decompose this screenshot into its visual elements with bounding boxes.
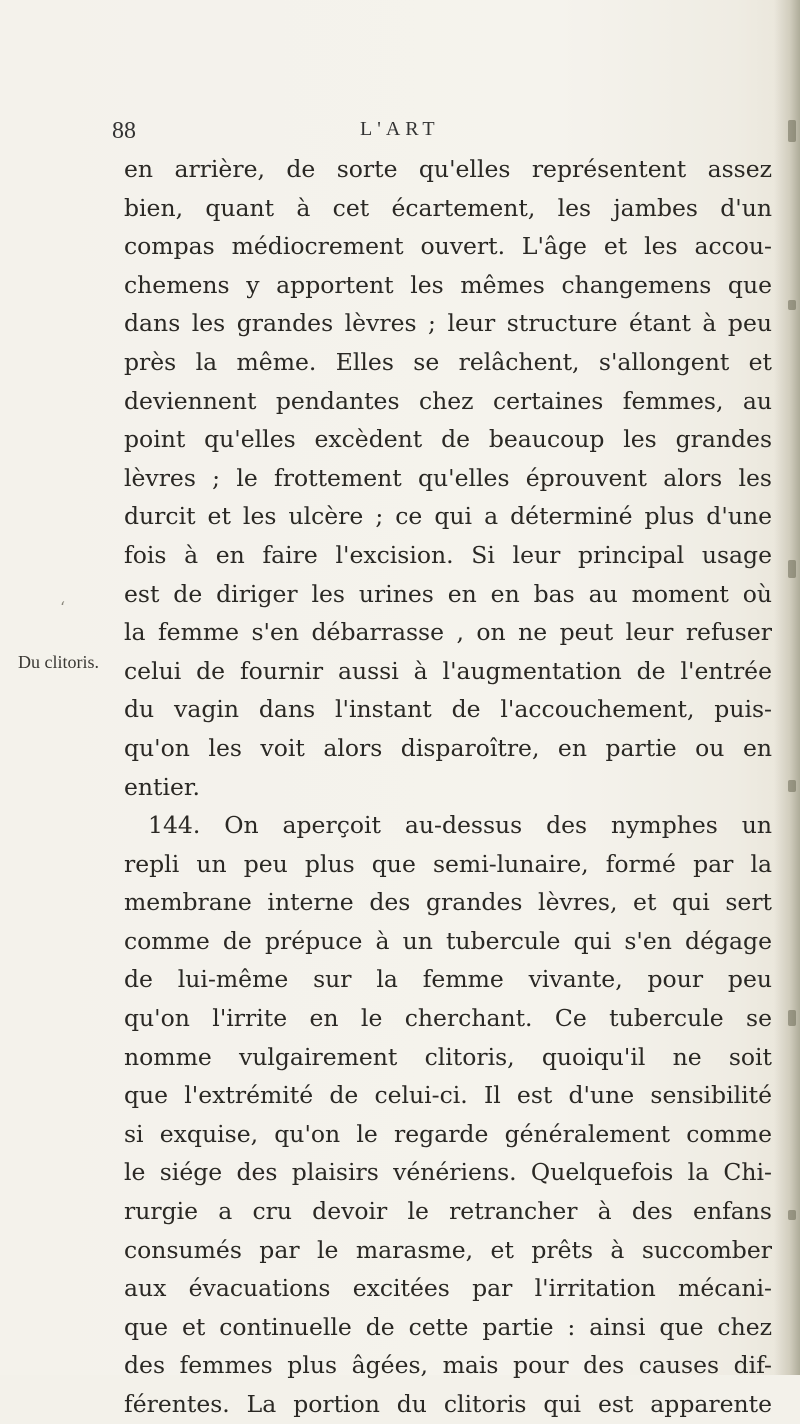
margin-note: Du clitoris. <box>18 652 99 672</box>
text-line: des femmes plus âgées, mais pour des causes dif- <box>124 1351 772 1380</box>
text-line: 144. On aperçoit au-dessus des nymphes un <box>148 811 772 840</box>
edge-stain <box>788 780 796 792</box>
text-line: bien, quant à cet écartement, les jambes d'un <box>124 193 772 222</box>
text-line: comme de prépuce à un tubercule qui s'en dégage <box>124 926 772 955</box>
text-line: est de diriger les urines en en bas au moment où <box>124 579 772 608</box>
body-text <box>124 150 772 1424</box>
edge-stain <box>788 1010 796 1026</box>
text-line: qu'on l'irrite en le cherchant. Ce tubercule se <box>124 1004 772 1033</box>
text-line: qu'on les voit alors disparoître, en partie ou en <box>124 733 772 762</box>
text-line: lèvres ; le frottement qu'elles éprouvent alors les <box>124 463 772 492</box>
text-line: repli un peu plus que semi-lunaire, formé par la <box>124 849 772 878</box>
text-line: consumés par le marasme, et prêts à succomber <box>124 1235 772 1264</box>
page-edge-shadow <box>774 0 800 1375</box>
text-line: rurgie a cru devoir le retrancher à des enfans <box>124 1197 772 1226</box>
text-line: près la même. Elles se relâchent, s'allongent et <box>124 347 772 376</box>
text-line: chemens y apportent les mêmes changemens que <box>124 270 772 299</box>
text-line: le siége des plaisirs vénériens. Quelquefois la Chi- <box>124 1158 772 1187</box>
text-line: de lui-même sur la femme vivante, pour peu <box>124 965 772 994</box>
page-number: 88 <box>112 118 136 144</box>
text-line: nomme vulgairement clitoris, quoiqu'il ne soit <box>124 1042 772 1071</box>
text-line: celui de fournir aussi à l'augmentation de l'entrée <box>124 656 772 685</box>
text-line: dans les grandes lèvres ; leur structure étant à peu <box>124 309 772 338</box>
page-header <box>112 118 792 148</box>
text-line: que et continuelle de cette partie : ainsi que chez <box>124 1312 772 1341</box>
edge-stain <box>788 300 796 310</box>
running-title: L'ART <box>360 118 440 140</box>
text-line: aux évacuations excitées par l'irritation mécani- <box>124 1274 772 1303</box>
stray-ink-mark: ʻ <box>60 598 66 617</box>
edge-stain <box>788 560 796 578</box>
text-line: du vagin dans l'instant de l'accouchement, puis- <box>124 695 772 724</box>
text-line: férentes. La portion du clitoris qui est apparente <box>124 1390 772 1418</box>
text-line: deviennent pendantes chez certaines femmes, au <box>124 386 772 415</box>
text-line: en arrière, de sorte qu'elles représentent assez <box>124 155 772 183</box>
edge-stain <box>788 1210 796 1220</box>
text-line: entier. <box>124 772 201 801</box>
text-line: point qu'elles excèdent de beaucoup les grandes <box>124 425 772 454</box>
text-line: compas médiocrement ouvert. L'âge et les accou- <box>124 232 772 261</box>
text-line: que l'extrémité de celui-ci. Il est d'une sensibilité <box>124 1081 772 1110</box>
text-line: la femme s'en débarrasse , on ne peut leur refuser <box>124 618 772 647</box>
text-line: durcit et les ulcère ; ce qui a déterminé plus d'une <box>124 502 772 531</box>
text-line: membrane interne des grandes lèvres, et qui sert <box>124 888 772 917</box>
text-line: fois à en faire l'excision. Si leur principal usage <box>124 540 772 569</box>
text-line: si exquise, qu'on le regarde généralement comme <box>124 1119 772 1148</box>
